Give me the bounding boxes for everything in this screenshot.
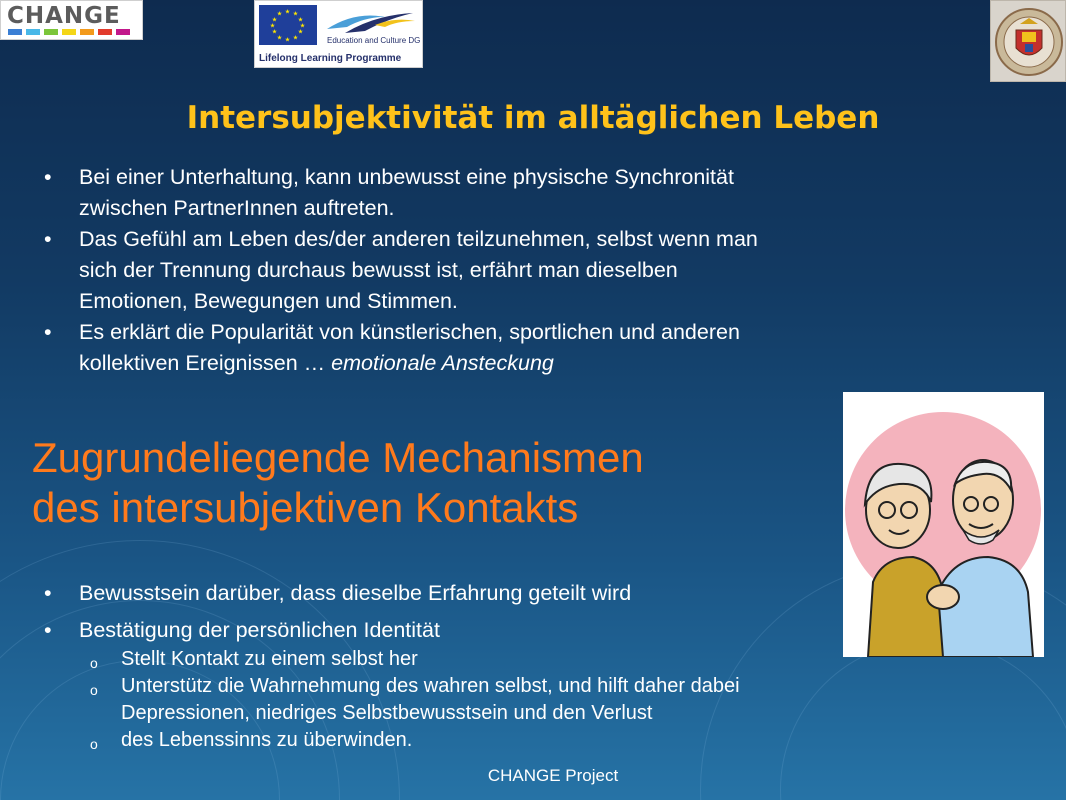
bullet-item [40, 615, 1000, 646]
bullet-dot-icon: • [44, 165, 52, 189]
bullet-line: Das Gefühl am Leben des/der anderen teilzunehmen, selbst wenn man [79, 227, 758, 251]
sub-bullet-line: Unterstütz die Wahrnehmung des wahren selbst, und hilft daher dabei [121, 675, 740, 697]
bullet-line: Es erklärt die Popularität von künstlerischen, sportlichen und anderen [79, 320, 740, 344]
sub-bullet-item [40, 727, 960, 754]
bullet-dot-icon: • [44, 581, 52, 605]
section-heading-line: Zugrundeliegende Mechanismen [32, 434, 644, 481]
color-swatch [98, 29, 112, 35]
sub-bullet-item [40, 673, 960, 727]
sub-bullet-circle-icon: o [90, 682, 98, 698]
bullet-line: Bestätigung der persönlichen Identität [79, 618, 440, 642]
color-swatch [62, 29, 76, 35]
bullet-item [40, 224, 1020, 317]
sub-bullet-line: Stellt Kontakt zu einem selbst her [121, 648, 418, 670]
section-heading-line: des intersubjektiven Kontakts [32, 484, 579, 531]
bullet-dot-icon: • [44, 227, 52, 251]
eu-flag-icon [259, 5, 317, 45]
section-heading [32, 433, 644, 533]
bullet-line: zwischen PartnerInnen auftreten. [79, 196, 395, 220]
birds-swoosh-icon [325, 7, 417, 35]
sub-bullet-line: des Lebenssinns zu überwinden. [121, 729, 413, 751]
sub-bullet-item [40, 646, 960, 673]
change-logo-color-strip [8, 29, 134, 35]
color-swatch [80, 29, 94, 35]
bullet-line: kollektiven Ereignissen … [79, 351, 332, 375]
eu-dg-text: Education and Culture DG [327, 36, 421, 45]
mechanism-bullet-list [40, 578, 1000, 646]
bullet-line: Bewusstsein darüber, dass dieselbe Erfahrung geteilt wird [79, 581, 632, 605]
bullet-dot-icon: • [44, 320, 52, 344]
bullet-emphasis: emotionale Ansteckung [331, 351, 554, 375]
bullet-item [40, 162, 1020, 224]
sub-bullet-circle-icon: o [90, 736, 98, 752]
bullet-line: Emotionen, Bewegungen und Stimmen. [79, 289, 458, 313]
slide-title: Intersubjektivität im alltäglichen Leben [186, 100, 880, 136]
bullet-item [40, 317, 1020, 379]
eu-lifelong-learning-logo [254, 0, 423, 68]
seal-icon [994, 6, 1064, 78]
color-swatch [116, 29, 130, 35]
color-swatch [44, 29, 58, 35]
change-logo-word: CHANGE [7, 3, 121, 29]
sub-bullet-line: Depressionen, niedriges Selbstbewusstsein und den Verlust [121, 702, 653, 724]
eu-llp-text: Lifelong Learning Programme [259, 53, 402, 64]
change-logo [0, 0, 143, 40]
intro-bullet-list [40, 162, 1020, 379]
sub-bullet-circle-icon: o [90, 655, 98, 671]
bullet-dot-icon: • [44, 618, 52, 642]
color-swatch [8, 29, 22, 35]
bullet-line: Bei einer Unterhaltung, kann unbewusst eine physische Synchronität [79, 165, 734, 189]
bullet-item [40, 578, 1000, 609]
sub-bullet-list [40, 646, 960, 754]
bullet-line: sich der Trennung durchaus bewusst ist, erfährt man dieselben [79, 258, 678, 282]
footer-text: CHANGE Project [487, 766, 619, 785]
university-seal-logo [990, 0, 1066, 82]
color-swatch [26, 29, 40, 35]
